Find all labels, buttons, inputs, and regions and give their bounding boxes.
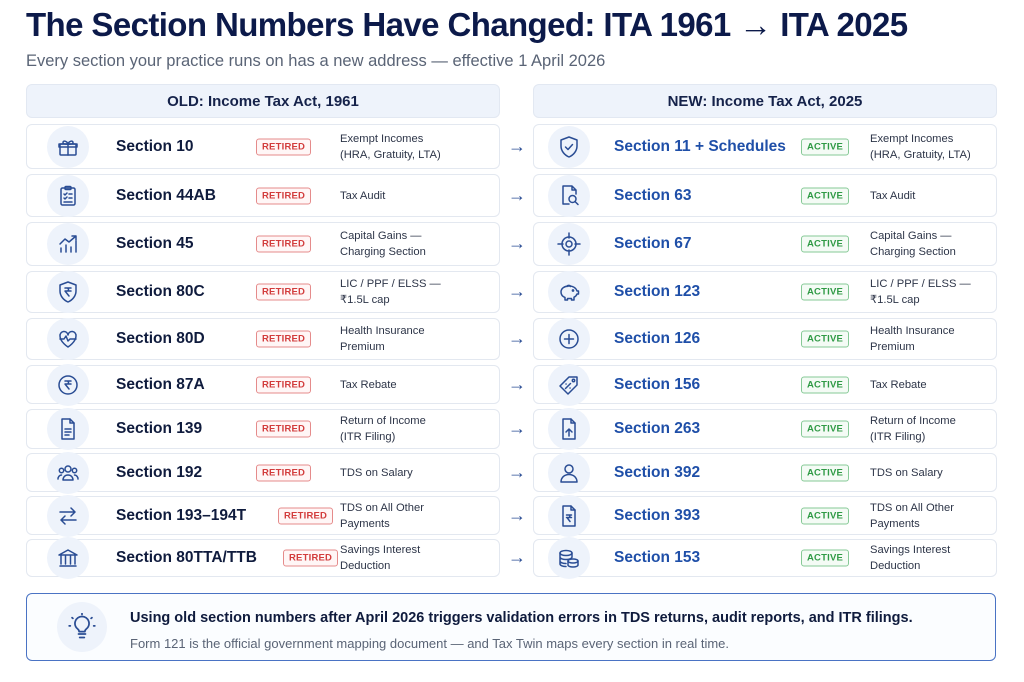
swap-arrows-icon xyxy=(47,495,89,537)
old-section-card-section-10 xyxy=(26,124,500,169)
new-section-number: Section 393 xyxy=(614,506,701,524)
active-badge: ACTIVE xyxy=(801,138,849,155)
old-section-number: Section 44AB xyxy=(116,186,216,204)
description-line: Tax Rebate xyxy=(340,378,397,391)
mapping-row xyxy=(0,174,1024,217)
section-description xyxy=(870,413,1010,445)
new-section-card-section-123 xyxy=(533,271,997,313)
shield-check-icon xyxy=(548,126,590,168)
old-section-number: Section 87A xyxy=(116,375,205,393)
warning-heading: Using old section numbers after April 2026 triggers validation errors in TDS returns, audit reports, and ITR filings. xyxy=(130,610,913,626)
bank-icon xyxy=(47,537,89,579)
arrow-right-icon: → xyxy=(508,373,526,394)
description-line: (ITR Filing) xyxy=(870,431,926,443)
mapping-row xyxy=(0,496,1024,535)
section-description xyxy=(870,188,1010,204)
description-line: Capital Gains — xyxy=(870,230,952,242)
description-line: LIC / PPF / ELSS — xyxy=(870,278,971,290)
new-section-number: Section 123 xyxy=(614,283,701,300)
section-description xyxy=(340,377,480,393)
new-act-heading: NEW: Income Tax Act, 2025 xyxy=(533,84,997,118)
new-section-card-section-126 xyxy=(533,318,997,360)
description-line: Exempt Incomes xyxy=(340,132,424,145)
active-badge: ACTIVE xyxy=(801,550,849,567)
description-line: TDS on Salary xyxy=(340,466,413,479)
arrow-right-icon: → xyxy=(508,281,526,301)
section-description xyxy=(340,465,480,481)
old-section-number: Section 10 xyxy=(116,137,194,155)
description-line: Return of Income xyxy=(870,415,956,427)
retired-badge: RETIRED xyxy=(283,550,338,567)
new-section-number: Section 392 xyxy=(614,463,701,481)
active-badge: ACTIVE xyxy=(801,331,849,348)
retired-badge: RETIRED xyxy=(256,187,311,204)
new-section-card-section-153 xyxy=(533,539,997,577)
new-section-card-section-11-schedules xyxy=(533,124,997,169)
description-line: Tax Audit xyxy=(340,189,386,202)
new-section-card-section-393 xyxy=(533,496,997,535)
page-subtitle: Every section your practice runs on has a new address — effective 1 April 2026 xyxy=(26,52,606,70)
description-line: (ITR Filing) xyxy=(340,431,396,443)
description-line: Payments xyxy=(870,517,920,530)
section-description xyxy=(870,323,1010,355)
new-section-number: Section 63 xyxy=(614,186,692,204)
section-description xyxy=(870,500,1010,532)
arrow-right-icon: → xyxy=(508,418,526,438)
document-rupee-icon xyxy=(548,495,590,537)
description-line: Savings Interest xyxy=(870,544,951,556)
mapping-row xyxy=(0,365,1024,404)
section-description xyxy=(870,228,1010,260)
description-line: LIC / PPF / ELSS — xyxy=(340,278,441,290)
clipboard-checklist-icon xyxy=(47,175,89,217)
old-section-number: Section 80C xyxy=(116,283,205,300)
old-section-number: Section 45 xyxy=(116,235,194,252)
old-section-number: Section 139 xyxy=(116,420,203,437)
arrow-right-icon: → xyxy=(508,135,526,156)
old-section-number: Section 193–194T xyxy=(116,506,247,524)
description-line: Deduction xyxy=(870,560,921,572)
description-line: Capital Gains — xyxy=(340,230,422,242)
description-line: (HRA, Gratuity, LTA) xyxy=(340,148,441,161)
new-section-number: Section 126 xyxy=(614,330,701,347)
description-line: ₹1.5L cap xyxy=(340,294,390,306)
section-description xyxy=(340,188,480,204)
section-description xyxy=(340,276,480,308)
shield-rupee-icon xyxy=(47,271,89,313)
retired-badge: RETIRED xyxy=(256,376,311,393)
old-section-number: Section 80TTA/TTB xyxy=(116,549,257,566)
old-section-card-section-80d xyxy=(26,318,500,360)
retired-badge: RETIRED xyxy=(256,138,311,155)
new-section-number: Section 156 xyxy=(614,375,701,393)
section-description xyxy=(340,228,480,260)
new-section-number: Section 67 xyxy=(614,235,692,252)
old-section-number: Section 80D xyxy=(116,330,205,347)
active-badge: ACTIVE xyxy=(801,421,849,438)
active-badge: ACTIVE xyxy=(801,284,849,301)
plus-circle-icon xyxy=(548,318,590,360)
section-description xyxy=(340,131,480,163)
new-section-number: Section 153 xyxy=(614,549,701,566)
discount-tag-icon xyxy=(548,364,590,406)
mapping-row xyxy=(0,453,1024,492)
description-line: ₹1.5L cap xyxy=(870,294,920,306)
mapping-row xyxy=(0,409,1024,449)
description-line: Premium xyxy=(870,341,915,353)
new-section-number: Section 11 + Schedules xyxy=(614,137,786,155)
warning-subtext: Form 121 is the official government mapping document — and Tax Twin maps every section in real time. xyxy=(130,636,730,651)
old-section-card-section-44ab xyxy=(26,174,500,217)
section-description xyxy=(870,465,1010,481)
piggy-bank-icon xyxy=(548,271,590,313)
arrow-right-icon: → xyxy=(508,233,526,253)
lightbulb-icon xyxy=(57,602,107,652)
heart-pulse-icon xyxy=(47,318,89,360)
old-act-heading: OLD: Income Tax Act, 1961 xyxy=(26,84,500,118)
mapping-row xyxy=(0,222,1024,266)
description-line: Return of Income xyxy=(340,415,426,427)
retired-badge: RETIRED xyxy=(256,421,311,438)
section-description xyxy=(340,542,480,574)
retired-badge: RETIRED xyxy=(278,507,333,524)
coin-stack-icon xyxy=(548,537,590,579)
description-line: Tax Rebate xyxy=(870,378,927,391)
mapping-row xyxy=(0,318,1024,360)
old-section-card-section-87a xyxy=(26,365,500,404)
old-section-card-section-193-194t xyxy=(26,496,500,535)
old-section-card-section-45 xyxy=(26,222,500,266)
arrow-right-icon: → xyxy=(508,547,526,567)
retired-badge: RETIRED xyxy=(256,464,311,481)
section-description xyxy=(340,413,480,445)
description-line: Deduction xyxy=(340,560,391,572)
active-badge: ACTIVE xyxy=(801,464,849,481)
section-description xyxy=(340,323,480,355)
retired-badge: RETIRED xyxy=(256,284,311,301)
retired-badge: RETIRED xyxy=(256,331,311,348)
section-description xyxy=(870,131,1010,163)
active-badge: ACTIVE xyxy=(801,507,849,524)
section-description xyxy=(340,500,480,532)
target-icon xyxy=(548,223,590,265)
active-badge: ACTIVE xyxy=(801,236,849,253)
description-line: (HRA, Gratuity, LTA) xyxy=(870,148,971,161)
description-line: Payments xyxy=(340,517,390,530)
new-section-card-section-156 xyxy=(533,365,997,404)
old-section-card-section-80c xyxy=(26,271,500,313)
old-section-number: Section 192 xyxy=(116,463,203,481)
warning-note xyxy=(26,593,996,661)
document-icon xyxy=(47,408,89,450)
new-section-card-section-63 xyxy=(533,174,997,217)
document-search-icon xyxy=(548,175,590,217)
description-line: TDS on Salary xyxy=(870,466,943,479)
description-line: Exempt Incomes xyxy=(870,132,954,145)
description-line: Premium xyxy=(340,341,385,353)
description-line: Savings Interest xyxy=(340,544,421,556)
description-line: Charging Section xyxy=(340,246,426,258)
description-line: TDS on All Other xyxy=(870,501,954,514)
section-description xyxy=(870,377,1010,393)
user-icon xyxy=(548,452,590,494)
new-section-card-section-263 xyxy=(533,409,997,449)
growth-chart-icon xyxy=(47,223,89,265)
document-upload-icon xyxy=(548,408,590,450)
old-section-card-section-80tta-ttb xyxy=(26,539,500,577)
new-section-number: Section 263 xyxy=(614,420,701,437)
description-line: Health Insurance xyxy=(340,325,425,337)
description-line: Charging Section xyxy=(870,246,956,258)
new-section-card-section-392 xyxy=(533,453,997,492)
arrow-right-icon: → xyxy=(508,328,526,348)
rupee-coin-icon xyxy=(47,364,89,406)
mapping-row xyxy=(0,539,1024,577)
mapping-row xyxy=(0,124,1024,169)
mapping-row xyxy=(0,271,1024,313)
users-group-icon xyxy=(47,452,89,494)
old-section-card-section-139 xyxy=(26,409,500,449)
section-description xyxy=(870,276,1010,308)
description-line: Health Insurance xyxy=(870,325,955,337)
page-title: The Section Numbers Have Changed: ITA 1961 → ITA 2025 xyxy=(26,6,908,43)
arrow-right-icon: → xyxy=(508,461,526,482)
gift-icon xyxy=(47,126,89,168)
section-description xyxy=(870,542,1010,574)
arrow-right-icon: → xyxy=(508,184,526,205)
old-section-card-section-192 xyxy=(26,453,500,492)
description-line: Tax Audit xyxy=(870,189,916,202)
retired-badge: RETIRED xyxy=(256,236,311,253)
description-line: TDS on All Other xyxy=(340,501,424,514)
active-badge: ACTIVE xyxy=(801,376,849,393)
active-badge: ACTIVE xyxy=(801,187,849,204)
arrow-right-icon: → xyxy=(508,504,526,525)
new-section-card-section-67 xyxy=(533,222,997,266)
